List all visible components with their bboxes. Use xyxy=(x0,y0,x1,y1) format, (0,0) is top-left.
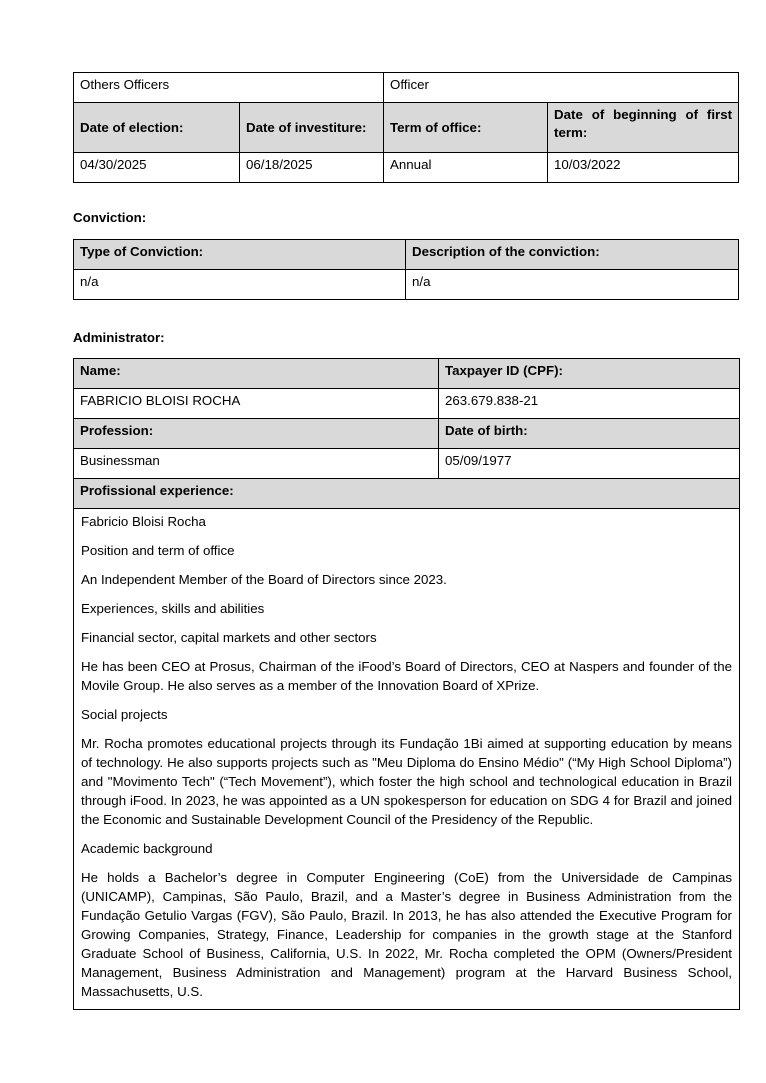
conviction-description-value: n/a xyxy=(406,270,739,300)
name-header: Name: xyxy=(74,359,439,389)
name-value: FABRICIO BLOISI ROCHA xyxy=(74,389,439,419)
experience-header: Profissional experience: xyxy=(74,479,740,509)
experience-paragraph: Experiences, skills and abilities xyxy=(81,601,265,616)
cpf-value: 263.679.838-21 xyxy=(439,389,740,419)
conviction-description-header: Description of the conviction: xyxy=(406,240,739,270)
investiture-date-value: 06/18/2025 xyxy=(240,153,384,183)
experience-body xyxy=(74,509,740,1010)
experience-paragraph: Mr. Rocha promotes educational projects through its Fundação 1Bi aimed at supporting education by means of technology. He also supports projects such as "Meu Diploma do Ensino Médio" (“My High School Diploma”) and "Movimento Tech" (“Tech Movement”), which foster the high school and technological education in Brazil through iFood. In 2023, he was appointed as a UN spokesperson for education on SDG 4 for Brazil and joined the Economic and Sustainable Development Council of the Presidency of the Republic. xyxy=(81,736,732,827)
first-term-date-value: 10/03/2022 xyxy=(548,153,739,183)
conviction-type-header: Type of Conviction: xyxy=(74,240,406,270)
experience-paragraph: Position and term of office xyxy=(81,543,235,558)
conviction-table xyxy=(73,239,739,300)
experience-paragraph: Fabricio Bloisi Rocha xyxy=(81,514,206,529)
officer-group-label: Others Officers xyxy=(74,73,384,103)
first-term-date-header: Date of beginning of first term: xyxy=(548,103,739,153)
officer-table xyxy=(73,72,739,183)
administrator-table xyxy=(73,358,740,1010)
experience-paragraph: Financial sector, capital markets and other sectors xyxy=(81,630,377,645)
election-date-header: Date of election: xyxy=(74,103,240,153)
term-of-office-header: Term of office: xyxy=(384,103,548,153)
experience-paragraph: Academic background xyxy=(81,841,213,856)
experience-paragraph: He has been CEO at Prosus, Chairman of the iFood’s Board of Directors, CEO at Naspers and founder of the Movile Group. He also serves as a member of the Innovation Board of XPrize. xyxy=(81,659,732,693)
profession-value: Businessman xyxy=(74,449,439,479)
experience-paragraph: Social projects xyxy=(81,707,168,722)
profession-header: Profession: xyxy=(74,419,439,449)
administrator-heading: Administrator: xyxy=(73,330,165,345)
cpf-header: Taxpayer ID (CPF): xyxy=(439,359,740,389)
birth-date-header: Date of birth: xyxy=(439,419,740,449)
investiture-date-header: Date of investiture: xyxy=(240,103,384,153)
conviction-type-value: n/a xyxy=(74,270,406,300)
officer-role-label: Officer xyxy=(384,73,739,103)
birth-date-value: 05/09/1977 xyxy=(439,449,740,479)
term-of-office-value: Annual xyxy=(384,153,548,183)
election-date-value: 04/30/2025 xyxy=(74,153,240,183)
experience-paragraph: An Independent Member of the Board of Directors since 2023. xyxy=(81,572,447,587)
conviction-heading: Conviction: xyxy=(73,210,147,225)
experience-paragraph: He holds a Bachelor’s degree in Computer Engineering (CoE) from the Universidade de Campinas (UNICAMP), Campinas, São Paulo, Brazil, and a Master’s degree in Business Administration from the Fundação Getulio Vargas (FGV), São Paulo, Brazil. In 2013, he has also attended the Executive Program for Growing Companies, Strategy, Finance, Leadership for companies in the growth stage at the Stanford Graduate School of Business, California, U.S. In 2022, Mr. Rocha completed the OPM (Owners/President Management, Business Administration and Management) program at the Harvard Business School, Massachusetts, U.S. xyxy=(81,870,732,999)
